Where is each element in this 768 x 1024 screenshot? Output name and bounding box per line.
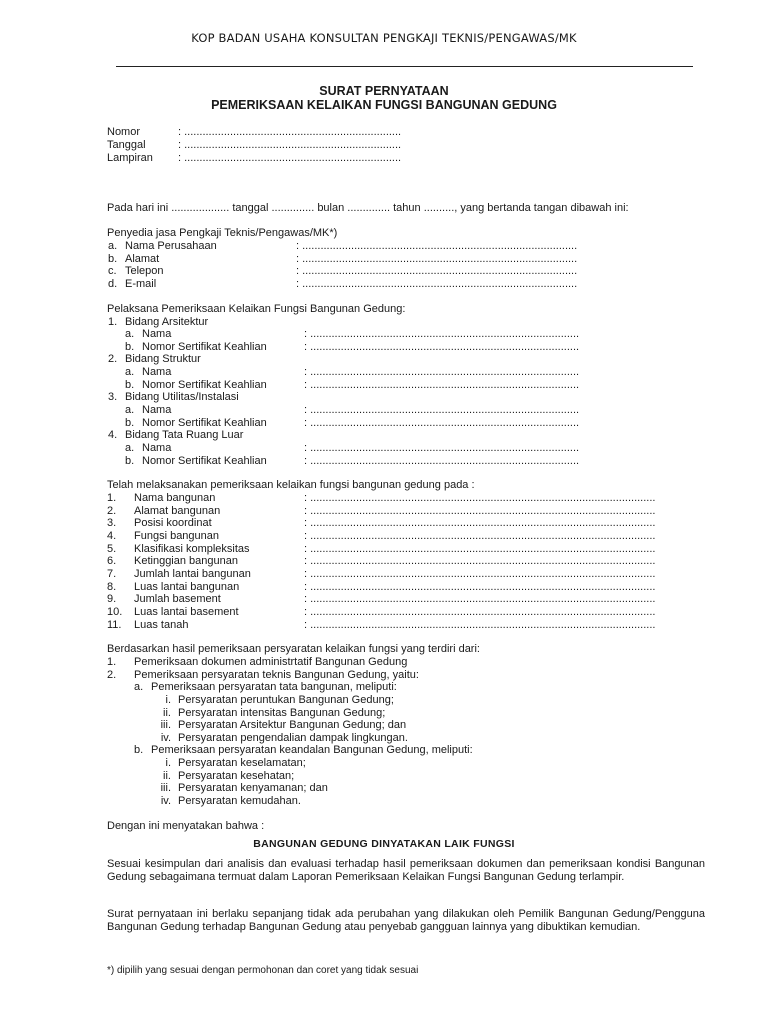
group-label: Bidang Struktur: [125, 353, 201, 365]
roman-text: Persyaratan keselamatan;: [178, 757, 306, 769]
list-item-fill: : .................................................................................................................: [304, 555, 656, 567]
list-item-num: 2.: [107, 669, 117, 681]
sub-label: Pemeriksaan persyaratan tata bangunan, meliputi:: [151, 681, 397, 693]
list-item-fill: : .................................................................................................................: [304, 581, 656, 593]
sertifikat-label: Nomor Sertifikat Keahlian: [142, 455, 267, 467]
list-item-label: Telepon: [125, 265, 164, 277]
group-num: 1.: [108, 316, 118, 328]
list-item-label: Fungsi bangunan: [134, 530, 220, 542]
sub-num: a.: [125, 442, 135, 454]
roman-text: Persyaratan kemudahan.: [178, 795, 301, 807]
doc-subtitle: PEMERIKSAAN KELAIKAN FUNGSI BANGUNAN GEDUNG: [211, 98, 557, 112]
group-num: 4.: [108, 429, 118, 441]
roman-text: Persyaratan kenyamanan; dan: [178, 782, 328, 794]
sub-num: b.: [125, 417, 135, 429]
list-item-label: Luas tanah: [134, 619, 189, 631]
roman-num: i.: [165, 694, 171, 706]
roman-num: iv.: [160, 732, 171, 744]
laik-fungsi-statement: BANGUNAN GEDUNG DINYATAKAN LAIK FUNGSI: [253, 838, 515, 850]
sub-num: a.: [134, 681, 144, 693]
nama-fill: : ........................................................................................: [304, 404, 580, 416]
group-label: Bidang Utilitas/Instalasi: [125, 391, 239, 403]
list-item-fill: : .................................................................................................................: [304, 530, 656, 542]
nama-fill: : ........................................................................................: [304, 442, 580, 454]
list-item-label: Ketinggian bangunan: [134, 555, 238, 567]
nomor-label: Nomor: [107, 126, 141, 138]
list-item-num: 5.: [107, 543, 117, 555]
list-item-num: 8.: [107, 581, 117, 593]
sertifikat-fill: : ........................................................................................: [304, 417, 580, 429]
list-item-fill: : ..........................................................................................: [296, 278, 578, 290]
roman-num: ii.: [163, 707, 171, 719]
list-item-label: Klasifikasi kompleksitas: [134, 543, 250, 555]
pelaksana-heading: Pelaksana Pemeriksaan Kelaikan Fungsi Bangunan Gedung:: [107, 303, 406, 315]
list-item-label: Jumlah lantai bangunan: [134, 568, 251, 580]
list-item-fill: : .................................................................................................................: [304, 505, 656, 517]
group-label: Bidang Arsitektur: [125, 316, 209, 328]
roman-num: iii.: [160, 782, 171, 794]
validity-paragraph: Surat pernyataan ini berlaku sepanjang tidak ada perubahan yang dilakukan oleh Pemilik Bangunan Gedung/Pengguna Bangunan Gedung terhadap Bangunan Gedung atau penyebab gangguan lainnya yang dibuktikan kemudian.: [107, 908, 705, 933]
roman-num: i.: [165, 757, 171, 769]
opening-line: Pada hari ini ................... tanggal .............. bulan .............. tahun .........., yang bertanda tangan dibawah ini:: [107, 202, 629, 214]
list-item-label: Alamat bangunan: [134, 505, 221, 517]
list-item-label: Jumlah basement: [134, 593, 221, 605]
list-item-num: d.: [108, 278, 118, 290]
group-num: 2.: [108, 353, 118, 365]
lampiran-label: Lampiran: [107, 152, 153, 164]
list-item-label: Luas lantai bangunan: [134, 581, 240, 593]
nama-label: Nama: [142, 366, 172, 378]
list-item-num: b.: [108, 253, 118, 265]
tanggal-fill: : .......................................................................: [178, 139, 402, 151]
nama-label: Nama: [142, 442, 172, 454]
roman-num: iii.: [160, 719, 171, 731]
roman-num: iv.: [160, 795, 171, 807]
list-item-num: 10.: [107, 606, 123, 618]
list-item-label: Nama Perusahaan: [125, 240, 217, 252]
list-item-num: 1.: [107, 492, 117, 504]
list-item-num: 9.: [107, 593, 117, 605]
list-item-num: a.: [108, 240, 118, 252]
sub-num: b.: [125, 341, 135, 353]
footnote: *) dipilih yang sesuai dengan permohonan dan coret yang tidak sesuai: [107, 965, 419, 976]
list-item-label: Luas lantai basement: [134, 606, 239, 618]
list-item-fill: : .................................................................................................................: [304, 593, 656, 605]
roman-text: Persyaratan peruntukan Bangunan Gedung;: [178, 694, 394, 706]
list-item-text: Pemeriksaan persyaratan teknis Bangunan Gedung, yaitu:: [134, 669, 419, 681]
nama-label: Nama: [142, 404, 172, 416]
list-item-label: Nama bangunan: [134, 492, 216, 504]
list-item-num: 4.: [107, 530, 117, 542]
sertifikat-label: Nomor Sertifikat Keahlian: [142, 379, 267, 391]
list-item-fill: : ..........................................................................................: [296, 240, 578, 252]
sub-num: a.: [125, 328, 135, 340]
roman-text: Persyaratan kesehatan;: [178, 770, 295, 782]
list-item-label: Alamat: [125, 253, 160, 265]
list-item-num: 11.: [107, 619, 122, 631]
sertifikat-fill: : ........................................................................................: [304, 379, 580, 391]
group-label: Bidang Tata Ruang Luar: [125, 429, 244, 441]
lampiran-fill: : .......................................................................: [178, 152, 402, 164]
sertifikat-fill: : ........................................................................................: [304, 341, 580, 353]
list-item-num: 6.: [107, 555, 117, 567]
tanggal-label: Tanggal: [107, 139, 146, 151]
menyatakan-line: Dengan ini menyatakan bahwa :: [107, 820, 265, 832]
sertifikat-label: Nomor Sertifikat Keahlian: [142, 341, 267, 353]
list-item-fill: : .................................................................................................................: [304, 606, 656, 618]
list-item-fill: : ..........................................................................................: [296, 265, 578, 277]
sub-num: a.: [125, 404, 135, 416]
roman-text: Persyaratan Arsitektur Bangunan Gedung; dan: [178, 719, 407, 731]
roman-num: ii.: [163, 770, 171, 782]
sertifikat-fill: : ........................................................................................: [304, 455, 580, 467]
sub-num: b.: [134, 744, 144, 756]
list-item-text: Pemeriksaan dokumen administrtatif Bangunan Gedung: [134, 656, 408, 668]
list-item-fill: : .................................................................................................................: [304, 517, 656, 529]
roman-text: Persyaratan pengendalian dampak lingkungan.: [178, 732, 408, 744]
letterhead-kop: KOP BADAN USAHA KONSULTAN PENGKAJI TEKNIS/PENGAWAS/MK: [191, 31, 577, 45]
list-item-num: 1.: [107, 656, 117, 668]
list-item-label: E-mail: [125, 278, 157, 290]
list-item-fill: : .................................................................................................................: [304, 543, 656, 555]
list-item-num: 7.: [107, 568, 117, 580]
nama-fill: : ........................................................................................: [304, 366, 580, 378]
list-item-num: c.: [108, 265, 117, 277]
nama-label: Nama: [142, 328, 172, 340]
list-item-fill: : .................................................................................................................: [304, 619, 656, 631]
nomor-fill: : .......................................................................: [178, 126, 402, 138]
list-item-num: 3.: [107, 517, 117, 529]
header-rule: [116, 66, 693, 67]
hasil-heading: Berdasarkan hasil pemeriksaan persyaratan kelaikan fungsi yang terdiri dari:: [107, 643, 480, 655]
list-item-label: Posisi koordinat: [134, 517, 212, 529]
sub-num: b.: [125, 379, 135, 391]
group-num: 3.: [108, 391, 118, 403]
sub-num: a.: [125, 366, 135, 378]
conclusion-paragraph: Sesuai kesimpulan dari analisis dan evaluasi terhadap hasil pemeriksaan dokumen dan pemeriksaan kondisi Bangunan Gedung sebagaimana termuat dalam Laporan Pemeriksaan Kelaikan Fungsi Bangunan Gedung terlampir.: [107, 858, 705, 883]
list-item-fill: : .................................................................................................................: [304, 492, 656, 504]
list-item-fill: : .................................................................................................................: [304, 568, 656, 580]
nama-fill: : ........................................................................................: [304, 328, 580, 340]
roman-text: Persyaratan intensitas Bangunan Gedung;: [178, 707, 386, 719]
bangunan-heading: Telah melaksanakan pemeriksaan kelaikan fungsi bangunan gedung pada :: [107, 479, 475, 491]
doc-title: SURAT PERNYATAAN: [319, 84, 449, 98]
sub-label: Pemeriksaan persyaratan keandalan Bangunan Gedung, meliputi:: [151, 744, 473, 756]
list-item-fill: : ..........................................................................................: [296, 253, 578, 265]
sub-num: b.: [125, 455, 135, 467]
penyedia-heading: Penyedia jasa Pengkaji Teknis/Pengawas/MK*): [107, 227, 338, 239]
list-item-num: 2.: [107, 505, 117, 517]
sertifikat-label: Nomor Sertifikat Keahlian: [142, 417, 267, 429]
